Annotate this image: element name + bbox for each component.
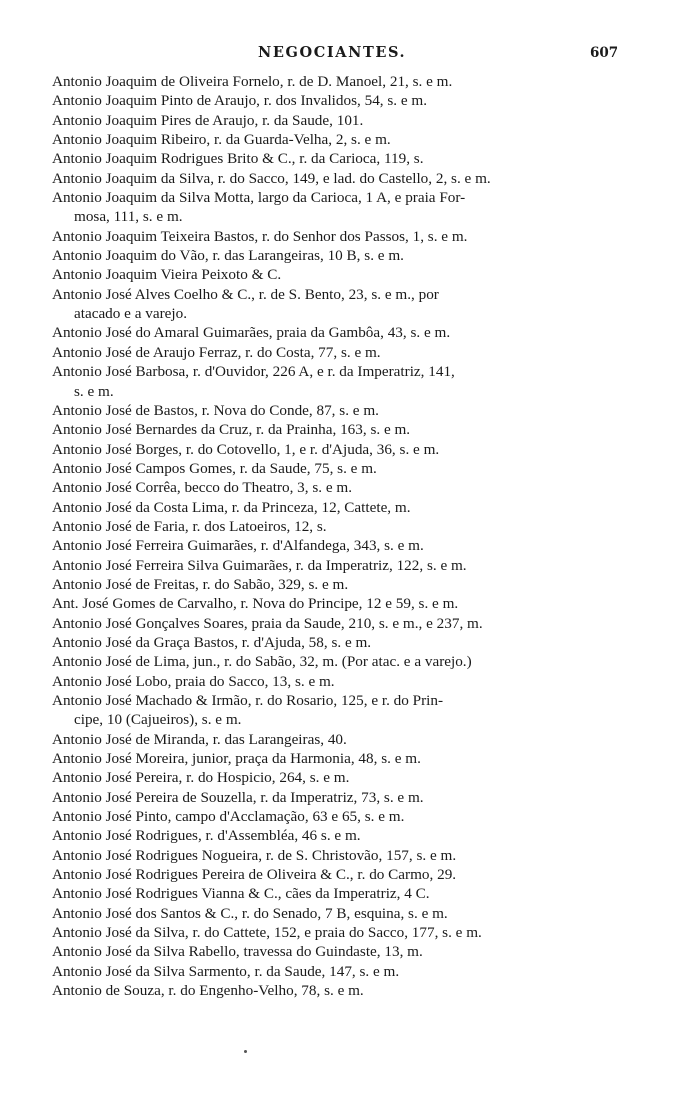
list-item — [52, 111, 630, 130]
list-item — [52, 265, 630, 284]
entry-line: Antonio José Corrêa, becco do Theatro, 3, s. e m. — [52, 479, 353, 497]
list-item — [52, 942, 630, 961]
list-item — [52, 749, 630, 768]
entry-continuation: s. e m. — [74, 382, 114, 400]
list-item — [52, 323, 630, 342]
page-number: 607 — [590, 45, 619, 61]
entry-line: Ant. José Gomes de Carvalho, r. Nova do Principe, 12 e 59, s. e m. — [52, 595, 459, 613]
list-item — [52, 556, 630, 575]
entry-line: Antonio José do Amaral Guimarães, praia da Gambôa, 43, s. e m. — [52, 324, 451, 342]
list-item — [52, 478, 630, 497]
entry-line: Antonio José Borges, r. do Cotovello, 1, e r. d'Ajuda, 36, s. e m. — [52, 440, 440, 458]
list-item — [52, 923, 630, 942]
section-title: NEGOCIANTES. — [258, 44, 407, 61]
list-item — [52, 285, 630, 324]
list-item — [52, 149, 630, 168]
merchant-list — [52, 72, 630, 1001]
list-item — [52, 246, 630, 265]
entry-line: Antonio José Lobo, praia do Sacco, 13, s. e m. — [52, 672, 335, 690]
list-item — [52, 536, 630, 555]
entry-line: Antonio José Barbosa, r. d'Ouvidor, 226 A, e r. da Imperatriz, 141, — [52, 363, 455, 381]
list-item — [52, 768, 630, 787]
list-item — [52, 826, 630, 845]
entry-line: Antonio José da Graça Bastos, r. d'Ajuda, 58, s. e m. — [52, 633, 372, 651]
list-item — [52, 401, 630, 420]
entry-line: Antonio Joaquim de Oliveira Fornelo, r. de D. Manoel, 21, s. e m. — [52, 73, 453, 90]
list-item — [52, 130, 630, 149]
entry-continuation: mosa, 111, s. e m. — [74, 208, 183, 226]
list-item — [52, 91, 630, 110]
entry-line: Antonio José Rodrigues Pereira de Oliveira & C., r. do Carmo, 29. — [52, 866, 457, 884]
entry-line: Antonio José Pereira de Souzella, r. da Imperatriz, 73, s. e m. — [52, 788, 424, 806]
print-speck — [244, 1050, 247, 1053]
list-item — [52, 962, 630, 981]
entry-line: Antonio de Souza, r. do Engenho-Velho, 78, s. e m. — [52, 982, 364, 1000]
entry-line: Antonio Joaquim do Vão, r. das Larangeiras, 10 B, s. e m. — [52, 247, 404, 265]
entry-line: Antonio José Gonçalves Soares, praia da Saude, 210, s. e m., e 237, m. — [52, 614, 483, 632]
entry-continuation: atacado e a varejo. — [74, 305, 187, 323]
entry-continuation: cipe, 10 (Cajueiros), s. e m. — [74, 711, 242, 729]
entry-line: Antonio Joaquim da Silva, r. do Sacco, 149, e lad. do Castello, 2, s. e m. — [52, 169, 491, 187]
list-item — [52, 807, 630, 826]
entry-line: Antonio Joaquim Teixeira Bastos, r. do Senhor dos Passos, 1, s. e m. — [52, 227, 468, 245]
list-item — [52, 788, 630, 807]
list-item — [52, 188, 630, 227]
entry-line: Antonio Joaquim Ribeiro, r. da Guarda-Velha, 2, s. e m. — [52, 131, 391, 149]
list-item — [52, 362, 630, 401]
entry-line: Antonio Joaquim Rodrigues Brito & C., r. da Carioca, 119, s. — [52, 150, 424, 168]
list-item — [52, 730, 630, 749]
list-item — [52, 865, 630, 884]
entry-line: Antonio José da Silva, r. do Cattete, 152, e praia do Sacco, 177, s. e m. — [52, 924, 482, 942]
entry-line: Antonio José da Costa Lima, r. da Princeza, 12, Cattete, m. — [52, 498, 411, 516]
list-item — [52, 614, 630, 633]
list-item — [52, 691, 630, 730]
entry-line: Antonio José Campos Gomes, r. da Saude, 75, s. e m. — [52, 459, 377, 477]
entry-line: Antonio José Bernardes da Cruz, r. da Prainha, 163, s. e m. — [52, 421, 411, 439]
entry-line: Antonio Joaquim Pinto de Araujo, r. dos Invalidos, 54, s. e m. — [52, 92, 428, 110]
list-item — [52, 904, 630, 923]
entry-line: Antonio Joaquim Pires de Araujo, r. da Saude, 101. — [52, 111, 364, 129]
list-item — [52, 227, 630, 246]
list-item — [52, 652, 630, 671]
entry-line: Antonio José Alves Coelho & C., r. de S. Bento, 23, s. e m., por — [52, 285, 439, 303]
list-item — [52, 440, 630, 459]
list-item — [52, 169, 630, 188]
list-item — [52, 633, 630, 652]
list-item — [52, 672, 630, 691]
entry-line: Antonio José de Faria, r. dos Latoeiros, 12, s. — [52, 517, 327, 535]
entry-line: Antonio José Moreira, junior, praça da Harmonia, 48, s. e m. — [52, 750, 421, 768]
entry-line: Antonio José de Araujo Ferraz, r. do Costa, 77, s. e m. — [52, 343, 381, 361]
entry-line: Antonio José Pinto, campo d'Acclamação, 63 e 65, s. e m. — [52, 808, 405, 826]
page-header — [0, 44, 683, 68]
list-item — [52, 420, 630, 439]
entry-line: Antonio José Ferreira Guimarães, r. d'Alfandega, 343, s. e m. — [52, 537, 424, 555]
list-item — [52, 884, 630, 903]
entry-line: Antonio José dos Santos & C., r. do Senado, 7 B, esquina, s. e m. — [52, 904, 448, 922]
entry-line: Antonio Joaquim Vieira Peixoto & C. — [52, 266, 282, 284]
list-item — [52, 459, 630, 478]
entry-line: Antonio José Rodrigues Vianna & C., cães da Imperatriz, 4 C. — [52, 885, 430, 903]
list-item — [52, 72, 630, 91]
entry-line: Antonio José de Freitas, r. do Sabão, 329, s. e m. — [52, 575, 349, 593]
entry-line: Antonio José de Miranda, r. das Larangeiras, 40. — [52, 730, 347, 748]
list-item — [52, 981, 630, 1000]
list-item — [52, 498, 630, 517]
list-item — [52, 846, 630, 865]
entry-line: Antonio José Pereira, r. do Hospicio, 264, s. e m. — [52, 769, 350, 787]
entry-line: Antonio José Machado & Irmão, r. do Rosario, 125, e r. do Prin- — [52, 692, 444, 709]
entry-line: Antonio José da Silva Sarmento, r. da Saude, 147, s. e m. — [52, 962, 400, 980]
list-item — [52, 575, 630, 594]
list-item — [52, 517, 630, 536]
entry-line: Antonio José de Bastos, r. Nova do Conde, 87, s. e m. — [52, 401, 379, 419]
entry-line: Antonio José da Silva Rabello, travessa do Guindaste, 13, m. — [52, 943, 423, 961]
list-item — [52, 343, 630, 362]
entry-line: Antonio José Rodrigues Nogueira, r. de S. Christovão, 157, s. e m. — [52, 846, 457, 864]
entry-line: Antonio José Rodrigues, r. d'Assembléa, 46 s. e m. — [52, 827, 361, 845]
entry-line: Antonio José Ferreira Silva Guimarães, r. da Imperatriz, 122, s. e m. — [52, 556, 467, 574]
list-item — [52, 594, 630, 613]
entry-line: Antonio José de Lima, jun., r. do Sabão, 32, m. (Por atac. e a varejo.) — [52, 653, 472, 671]
entry-line: Antonio Joaquim da Silva Motta, largo da Carioca, 1 A, e praia For- — [52, 189, 466, 207]
